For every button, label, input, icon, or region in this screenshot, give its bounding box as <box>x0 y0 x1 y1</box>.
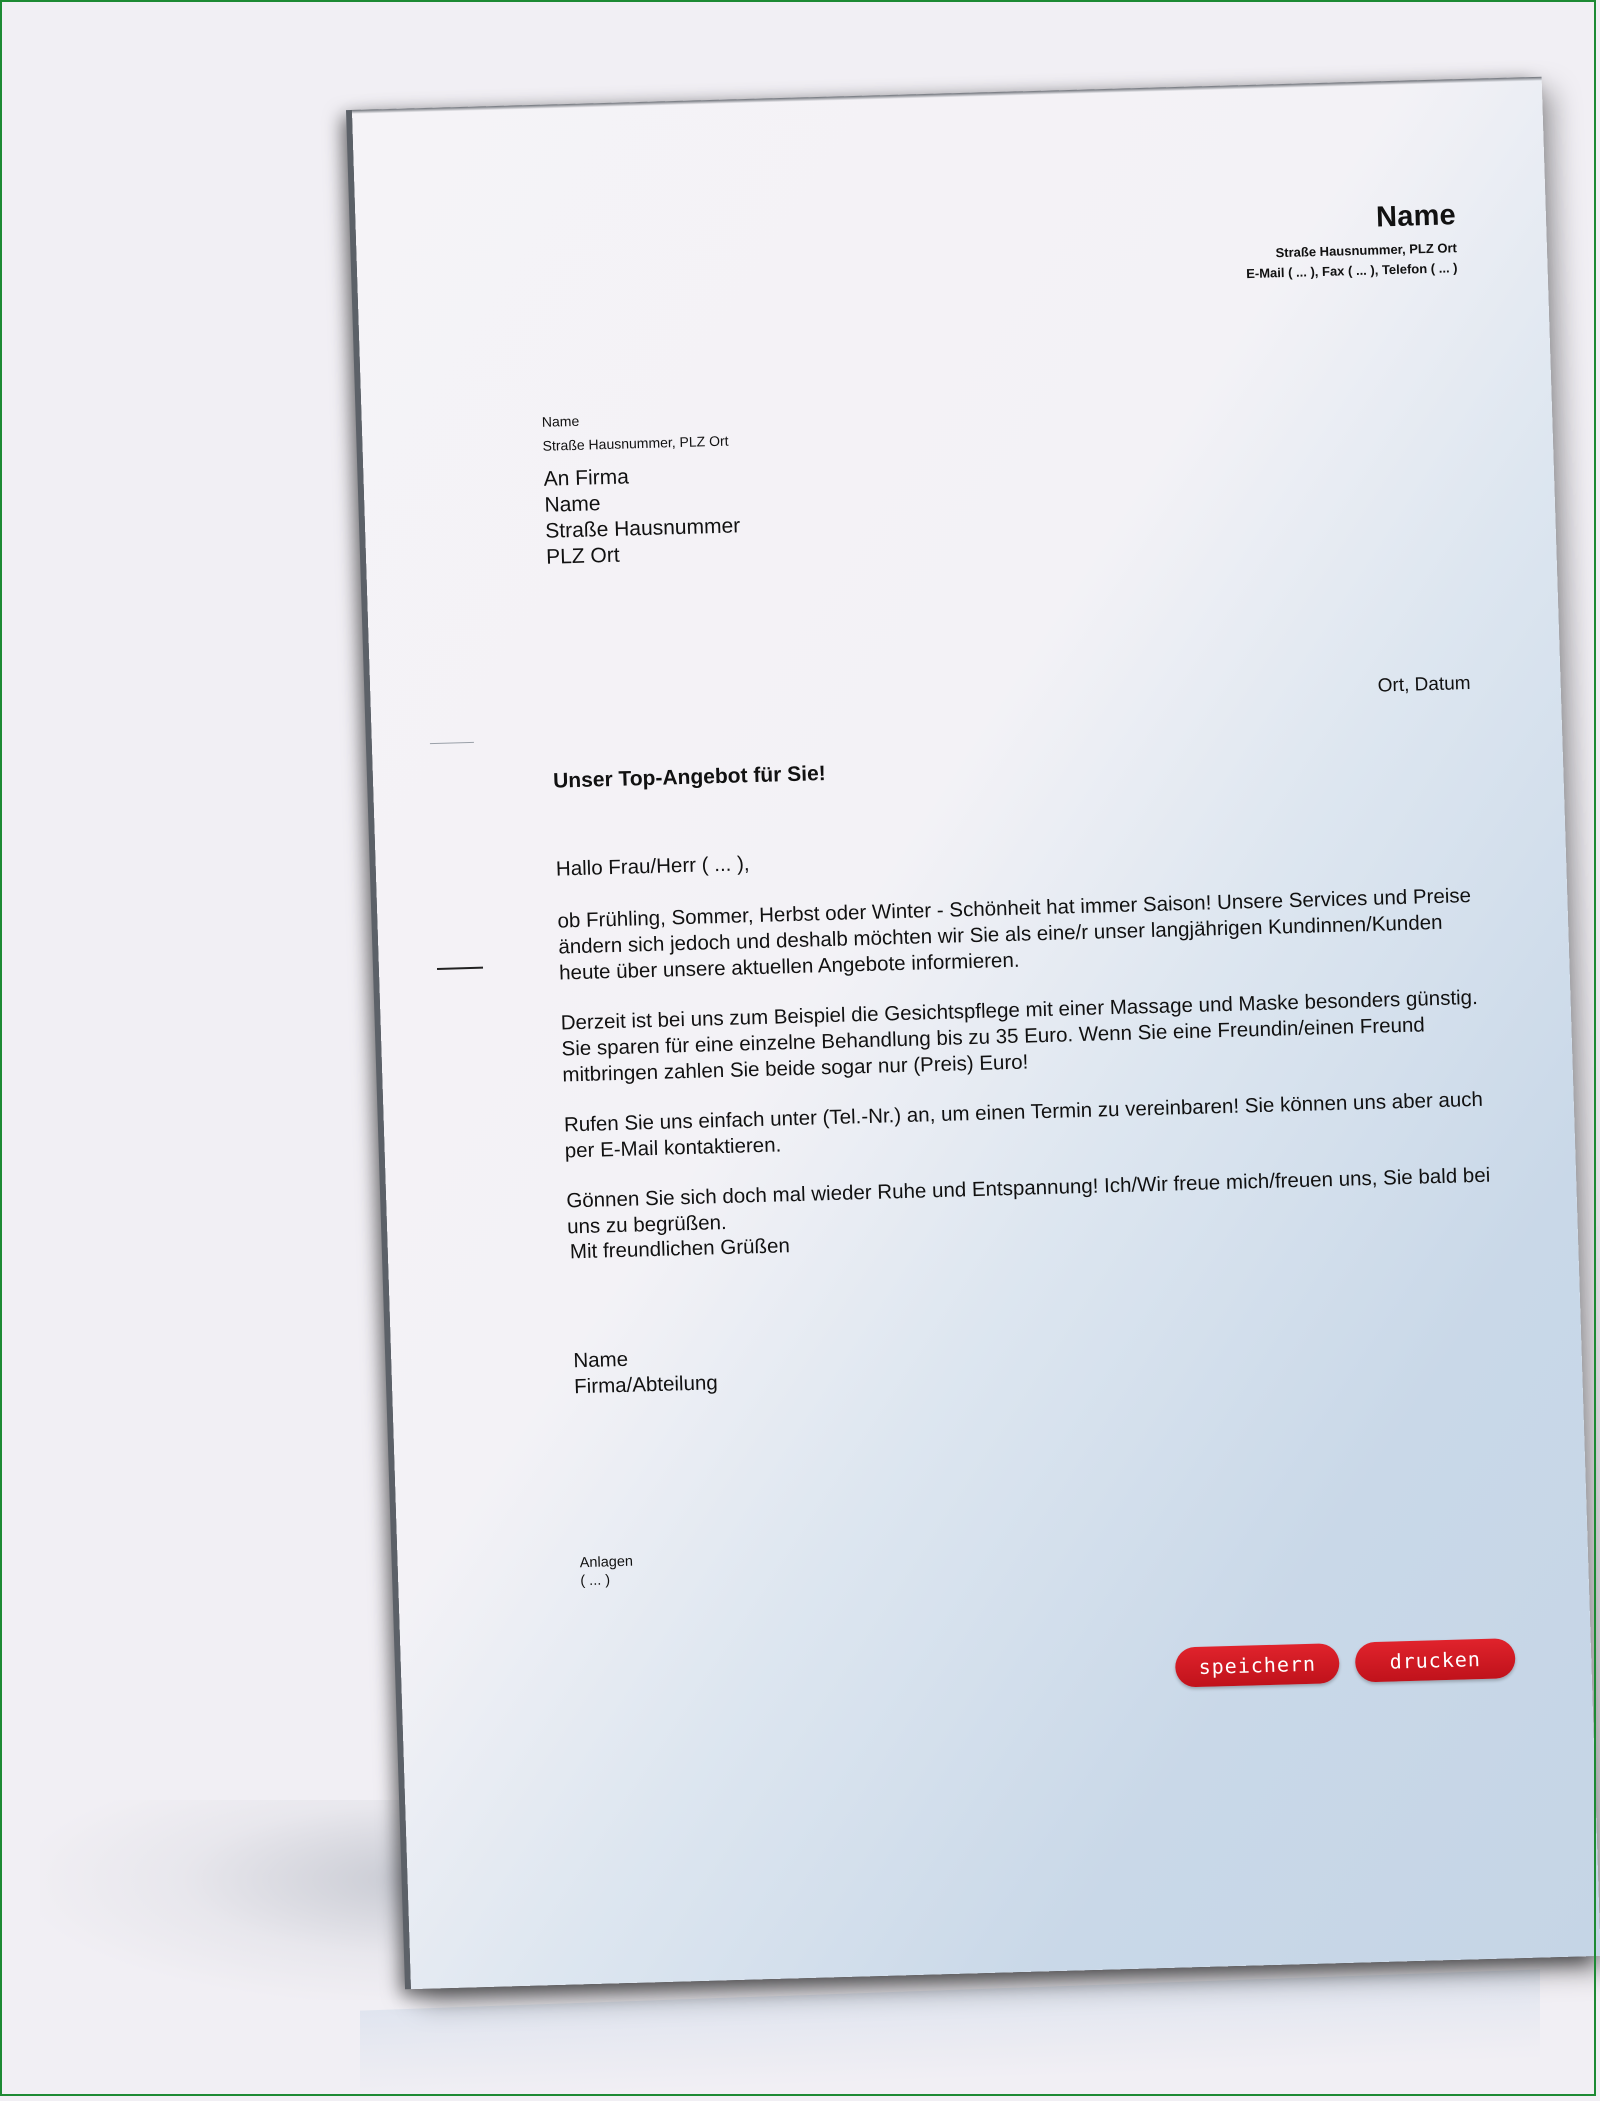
body-paragraph: Derzeit ist bei uns zum Beispiel die Gesichtspflege mit einer Massage und Maske besonders günstig. Sie sparen für eine einzelne Behandlung bis zu 35 Euro. Wenn Sie eine Freundin/einen Freund mitbringen zahlen Sie beide sogar nur (Preis) Euro! <box>560 985 1479 1087</box>
save-button[interactable]: speichern <box>1175 1643 1340 1688</box>
recipient-line: PLZ Ort <box>545 543 620 569</box>
body-paragraph: ob Frühling, Sommer, Herbst oder Winter - Schönheit hat immer Saison! Unsere Services und Preise ändern sich jedoch und deshalb möchten wir Sie als eine/r unser langjährigen Kundinnen/Kunden heute über unsere aktuellen Angebote informieren. <box>557 884 1472 985</box>
signature-department: Firma/Abteilung <box>573 1371 719 1399</box>
sender-header <box>1244 199 1458 286</box>
sender-address: Straße Hausnummer, PLZ Ort <box>1275 240 1458 261</box>
return-address-name: Name <box>541 412 580 430</box>
print-button[interactable]: drucken <box>1355 1638 1516 1682</box>
body-paragraph: Rufen Sie uns einfach unter (Tel.-Nr.) an, um einen Termin zu vereinbaren! Sie können uns aber auch per E-Mail kontaktieren. <box>563 1087 1484 1163</box>
punch-mark <box>437 967 483 970</box>
body-paragraph: Gönnen Sie sich doch mal wieder Ruhe und Entspannung! Ich/Wir freue mich/freuen uns, Sie bald bei uns zu begrüßen. <box>566 1163 1491 1239</box>
salutation: Hallo Frau/Herr ( ... ), <box>555 852 750 881</box>
recipient-address <box>543 461 741 570</box>
recipient-line: Straße Hausnummer <box>544 514 741 543</box>
sender-contact: E-Mail ( ... ), Fax ( ... ), Telefon ( ... ) <box>1245 260 1458 282</box>
attachments-label: Anlagen <box>579 1553 634 1572</box>
signature-block <box>573 1344 718 1400</box>
letter-body <box>556 831 1498 1265</box>
closing-phrase: Mit freundlichen Grüßen <box>569 1234 791 1264</box>
attachments-value: ( ... ) <box>580 1572 611 1590</box>
place-date: Ort, Datum <box>1377 672 1471 697</box>
recipient-line: Name <box>544 492 601 517</box>
sender-name: Name <box>1375 199 1457 234</box>
attachments <box>579 1553 633 1590</box>
recipient-line: An Firma <box>543 465 630 491</box>
return-address <box>542 405 729 458</box>
signature-name: Name <box>573 1347 629 1373</box>
fold-mark <box>430 742 474 744</box>
return-address-street: Straße Hausnummer, PLZ Ort <box>542 432 729 454</box>
letter-subject: Unser Top-Angebot für Sie! <box>552 762 827 793</box>
letter-page <box>352 77 1600 1989</box>
page-edge <box>352 77 1542 114</box>
